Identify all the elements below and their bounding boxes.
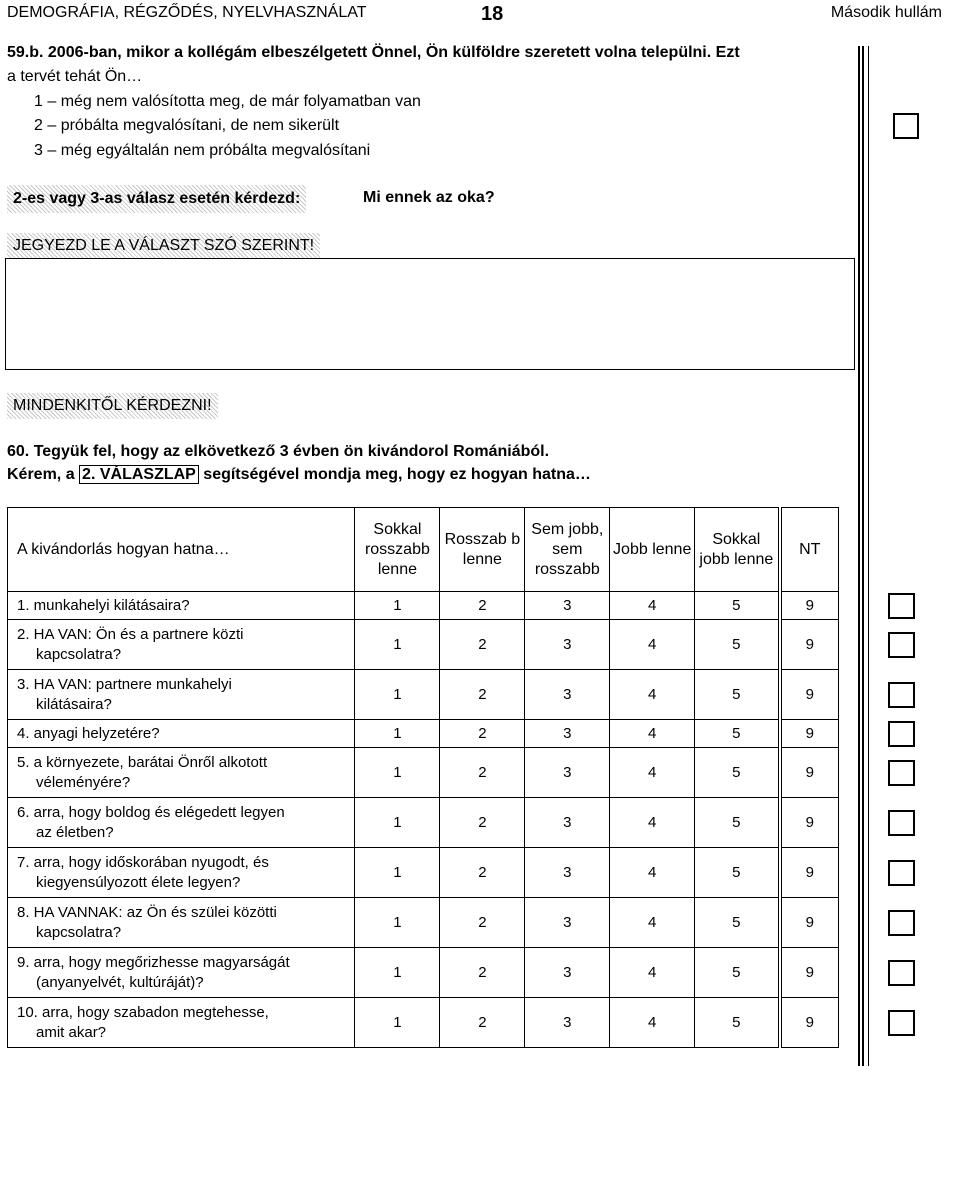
answer-code[interactable]: 2 [440,848,525,898]
answer-code[interactable]: 3 [525,670,610,720]
column-header: Jobb lenne [610,508,695,592]
answer-code[interactable]: 3 [525,848,610,898]
answer-code[interactable]: 9 [780,620,839,670]
answer-code[interactable]: 4 [610,848,695,898]
code-box-60-1[interactable] [888,593,915,619]
answer-code[interactable]: 5 [695,720,780,748]
answer-code[interactable]: 5 [695,620,780,670]
answer-option: 2 – próbálta megvalósítani, de nem sikerült [34,117,340,134]
item-label: 8. HA VANNAK: az Ön és szülei közötti kapcsolatra? [8,898,355,948]
followup-question: Mi ennek az oka? [363,189,495,206]
answer-code[interactable]: 2 [440,798,525,848]
code-box-60-6[interactable] [888,810,915,836]
answer-code[interactable]: 9 [780,848,839,898]
answer-code[interactable]: 2 [440,670,525,720]
header-wave: Második hullám [830,4,942,21]
code-box-59b[interactable] [893,113,919,139]
answer-code[interactable]: 5 [695,592,780,620]
answer-code[interactable]: 4 [610,720,695,748]
answer-code[interactable]: 2 [440,592,525,620]
table-row [8,748,839,798]
item-label: 3. HA VAN: partnere munkahelyi kilátásaira? [8,670,355,720]
answer-code[interactable]: 9 [780,748,839,798]
table-row [8,670,839,720]
item-label: 9. arra, hogy megőrizhesse magyarságát (anyanyelvét, kultúráját)? [8,948,355,998]
item-label: 4. anyagi helyzetére? [8,720,355,748]
answer-code[interactable]: 1 [355,798,440,848]
answer-code[interactable]: 2 [440,998,525,1048]
answer-code[interactable]: 9 [780,948,839,998]
item-label: 5. a környezete, barátai Önről alkotott véleményére? [8,748,355,798]
answer-code[interactable]: 2 [440,620,525,670]
answer-code[interactable]: 5 [695,848,780,898]
question-59b-text: 59.b. 2006-ban, mikor a kollégám elbeszélgetett Önnel, Ön külföldre szeretett volna települni. Ezt [7,44,740,61]
code-box-60-9[interactable] [888,960,915,986]
question-59b-text-2: a tervét tehát Ön… [7,68,143,85]
answer-code[interactable]: 3 [525,748,610,798]
answer-code[interactable]: 5 [695,748,780,798]
answer-code[interactable]: 5 [695,898,780,948]
column-header: Sem jobb, sem rosszabb [525,508,610,592]
margin-line [868,46,869,1066]
item-label: 2. HA VAN: Ön és a partnere közti kapcsolatra? [8,620,355,670]
rating-table [7,507,839,1048]
answer-code[interactable]: 9 [780,798,839,848]
ask-everyone-instruction: MINDENKITŐL KÉRDEZNI! [7,393,218,419]
table-row [8,620,839,670]
answer-code[interactable]: 3 [525,720,610,748]
column-header: Sokkal rosszabb lenne [355,508,440,592]
response-card-ref: 2. VÁLASZLAP [79,465,199,484]
answer-code[interactable]: 5 [695,670,780,720]
question-60-text-2: Kérem, a 2. VÁLASZLAP segítségével mondja meg, hogy ez hogyan hatna… [7,466,591,483]
answer-code[interactable]: 2 [440,720,525,748]
answer-code[interactable]: 1 [355,670,440,720]
answer-code[interactable]: 4 [610,592,695,620]
column-header: Rosszab b lenne [440,508,525,592]
answer-code[interactable]: 3 [525,798,610,848]
table-row [8,898,839,948]
table-row [8,948,839,998]
answer-code[interactable]: 9 [780,998,839,1048]
item-label: 10. arra, hogy szabadon megtehesse, amit akar? [8,998,355,1048]
record-instruction: JEGYEZD LE A VÁLASZT SZÓ SZERINT! [7,233,320,259]
table-header-label: A kivándorlás hogyan hatna… [8,508,355,592]
margin-line [862,46,864,1066]
answer-code[interactable]: 4 [610,620,695,670]
code-box-60-7[interactable] [888,860,915,886]
code-box-60-10[interactable] [888,1010,915,1036]
item-label: 1. munkahelyi kilátásaira? [8,592,355,620]
answer-code[interactable]: 1 [355,748,440,798]
answer-code[interactable]: 1 [355,898,440,948]
answer-code[interactable]: 3 [525,948,610,998]
code-box-60-3[interactable] [888,682,915,708]
header-section-title: DEMOGRÁFIA, RÉGZŐDÉS, NYELVHASZNÁLAT [7,4,367,21]
answer-code[interactable]: 1 [355,592,440,620]
answer-option: 3 – még egyáltalán nem próbálta megvalósítani [34,142,371,159]
answer-code[interactable]: 4 [610,670,695,720]
question-60-text: 60. Tegyük fel, hogy az elkövetkező 3 évben ön kivándorol Romániából. [7,443,550,460]
table-row [8,998,839,1048]
answer-code[interactable]: 3 [525,898,610,948]
answer-code[interactable]: 9 [780,720,839,748]
answer-code[interactable]: 4 [610,798,695,848]
answer-option: 1 – még nem valósította meg, de már folyamatban van [34,93,421,110]
table-row [8,848,839,898]
followup-instruction: 2-es vagy 3-as válasz esetén kérdezd: [7,185,306,213]
answer-code[interactable]: 2 [440,748,525,798]
answer-code[interactable]: 5 [695,948,780,998]
answer-code[interactable]: 1 [355,948,440,998]
answer-code[interactable]: 9 [780,670,839,720]
page-number: 18 [481,3,504,25]
item-label: 6. arra, hogy boldog és elégedett legyen az életben? [8,798,355,848]
answer-code[interactable]: 4 [610,748,695,798]
answer-code[interactable]: 1 [355,998,440,1048]
answer-code[interactable]: 4 [610,898,695,948]
column-header: Sokkal jobb lenne [695,508,780,592]
answer-code[interactable]: 4 [610,998,695,1048]
margin-line [858,46,860,1066]
answer-code[interactable]: 5 [695,998,780,1048]
table-row [8,720,839,748]
answer-code[interactable]: 1 [355,720,440,748]
code-box-60-2[interactable] [888,632,915,658]
answer-text-area[interactable] [5,258,855,370]
table-row [8,798,839,848]
answer-code[interactable]: 4 [610,948,695,998]
answer-code[interactable]: 9 [780,592,839,620]
column-header: NT [780,508,839,592]
code-box-60-4[interactable] [888,721,915,747]
answer-code[interactable]: 5 [695,798,780,848]
answer-code[interactable]: 9 [780,898,839,948]
answer-code[interactable]: 3 [525,998,610,1048]
answer-code[interactable]: 1 [355,848,440,898]
answer-code[interactable]: 2 [440,948,525,998]
answer-code[interactable]: 2 [440,898,525,948]
code-box-60-8[interactable] [888,910,915,936]
item-label: 7. arra, hogy időskorában nyugodt, és kiegyensúlyozott élete legyen? [8,848,355,898]
answer-code[interactable]: 3 [525,592,610,620]
code-box-60-5[interactable] [888,760,915,786]
table-row [8,592,839,620]
answer-code[interactable]: 3 [525,620,610,670]
answer-code[interactable]: 1 [355,620,440,670]
